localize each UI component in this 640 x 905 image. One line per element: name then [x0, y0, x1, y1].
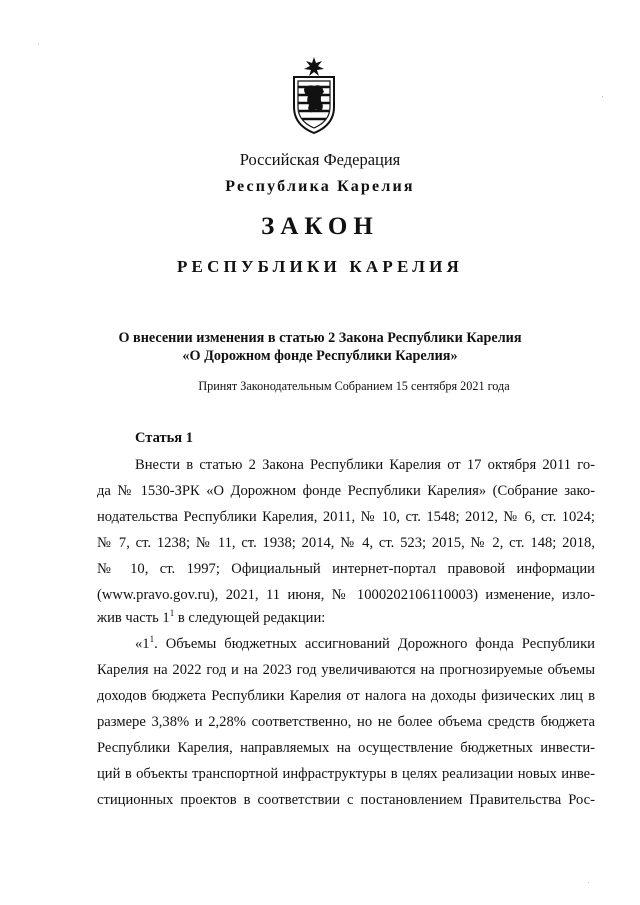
paragraph-line-last: жив часть $1^1$ в следующей редакции:: [97, 608, 326, 626]
adoption-note: Принят Законодательным Собранием 15 сентября 2021 года: [198, 379, 510, 393]
quoted-paragraph-line: ций в объекты транспортной инфраструктуры в целях реализации новых инве-: [97, 766, 595, 782]
paragraph-line: (www.pravo.gov.ru), 2021, 11 июня, № 1000202106110003) изменение, изло-: [97, 587, 595, 603]
paragraph-line: № 10, ст. 1997; Официальный интернет-портал правовой информации: [97, 561, 595, 577]
quoted-paragraph-line: размере 3,38% и 2,28% соответственно, но не более объема средств бюджета: [97, 714, 595, 730]
paragraph-line: да № 1530-ЗРК «О Дорожном фонде Республики Карелия» (Собрание зако-: [97, 483, 595, 499]
paragraph-line: нодательства Республики Карелия, 2011, № 10, ст. 1548; 2012, № 6, ст. 1024;: [97, 509, 595, 525]
quoted-paragraph-line: Республики Карелия, направляемых на осуществление бюджетных инвести-: [97, 740, 595, 756]
scan-speck: [602, 96, 603, 97]
scan-speck: [38, 44, 39, 45]
country-name: Российская Федерация: [239, 150, 401, 169]
republic-name: Республика Карелия: [225, 178, 415, 195]
quoted-paragraph-line: «$1^1$. Объемы бюджетных ассигнований Дорожного фонда Республики: [135, 634, 595, 652]
quoted-paragraph-line: доходов бюджета Республики Карелия от налога на доходы физических лиц в: [97, 688, 595, 704]
scan-speck: [588, 882, 589, 883]
paragraph-line: Внести в статью 2 Закона Республики Карелия от 17 октября 2011 го-: [135, 457, 595, 473]
paragraph-line: № 7, ст. 1238; № 11, ст. 1938; 2014, № 4, ст. 523; 2015, № 2, ст. 148; 2018,: [97, 535, 595, 551]
document-type: ЗАКОН: [261, 213, 379, 240]
quoted-paragraph-line: Карелия на 2022 год и на 2023 год увеличиваются на прогнозируемые объемы: [97, 662, 595, 678]
article-heading: Статья 1: [135, 430, 193, 446]
law-title-line-2: «О Дорожном фонде Республики Карелия»: [182, 348, 458, 364]
karelia-coat-of-arms-icon: [288, 55, 340, 135]
quoted-paragraph-line: стиционных проектов в соответствии с постановлением Правительства Рос-: [97, 792, 595, 808]
law-title-line-1: О внесении изменения в статью 2 Закона Республики Карелия: [118, 330, 522, 346]
document-issuer: РЕСПУБЛИКИ КАРЕЛИЯ: [176, 257, 464, 276]
